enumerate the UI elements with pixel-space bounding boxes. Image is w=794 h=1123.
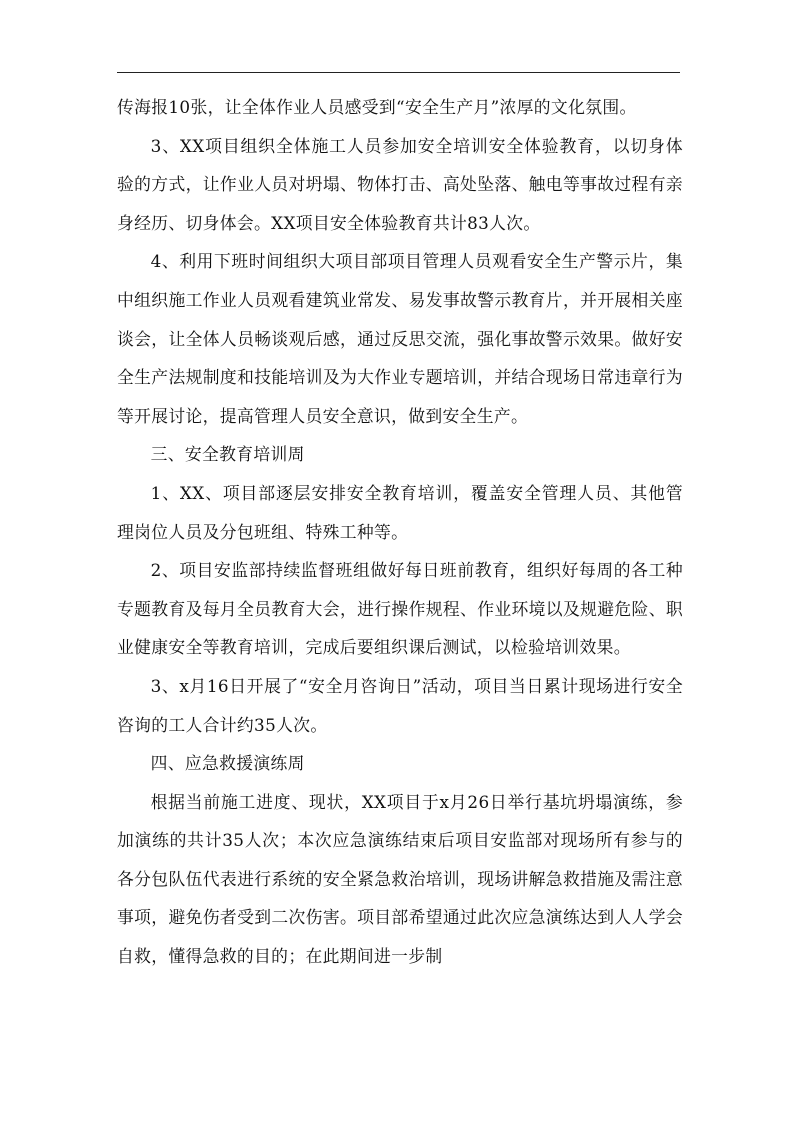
- paragraph-layered-training: 1、XX、项目部逐层安排安全教育培训，覆盖安全管理人员、其他管理岗位人员及分包班组、特殊工种等。: [117, 482, 683, 542]
- paragraph-daily-briefing: 2、项目安监部持续监督班组做好每日班前教育，组织好每周的各工种专题教育及每月全员教育大会，进行操作规程、作业环境以及规避危险、职业健康安全等教育培训，完成后要组织课后测试，以检验培训效果。: [117, 560, 683, 658]
- paragraph-emergency-drill: 根据当前施工进度、现状，XX项目于x月26日举行基坑坍塌演练，参加演练的共计35人次；本次应急演练结束后项目安监部对现场所有参与的各分包队伍代表进行系统的安全紧急救治培训，现场讲解急救措施及需注意事项，避免伤者受到二次伤害。项目部希望通过此次应急演练达到人人学会自救，懂得急救的目的；在此期间进一步制: [117, 791, 683, 967]
- paragraph-warning-films: 4、利用下班时间组织大项目部项目管理人员观看安全生产警示片，集中组织施工作业人员观看建筑业常发、易发事故警示教育片，并开展相关座谈会，让全体人员畅谈观后感，通过反思交流，强化事故警示效果。做好安全生产法规制度和技能培训及为大作业专题培训，并结合现场日常违章行为等开展讨论，提高管理人员安全意识，做到安全生产。: [117, 251, 683, 426]
- paragraph-consultation-day: 3、x月16日开展了“安全月咨询日”活动，项目当日累计现场进行安全咨询的工人合计约35人次。: [117, 675, 683, 735]
- document-body: [117, 88, 683, 976]
- paragraph-safety-experience: 3、XX项目组织全体施工人员参加安全培训安全体验教育，以切身体验的方式，让作业人员对坍塌、物体打击、高处坠落、触电等事故过程有亲身经历、切身体会。XX项目安全体验教育共计83人次。: [117, 135, 683, 233]
- section-heading-education-week: 三、安全教育培训周: [150, 444, 305, 465]
- paragraph-poster-continuation: 传海报10张，让全体作业人员感受到“安全生产月”浓厚的文化氛围。: [117, 97, 637, 117]
- section-heading-emergency-week: 四、应急救援演练周: [150, 753, 305, 774]
- header-rule: [117, 72, 680, 73]
